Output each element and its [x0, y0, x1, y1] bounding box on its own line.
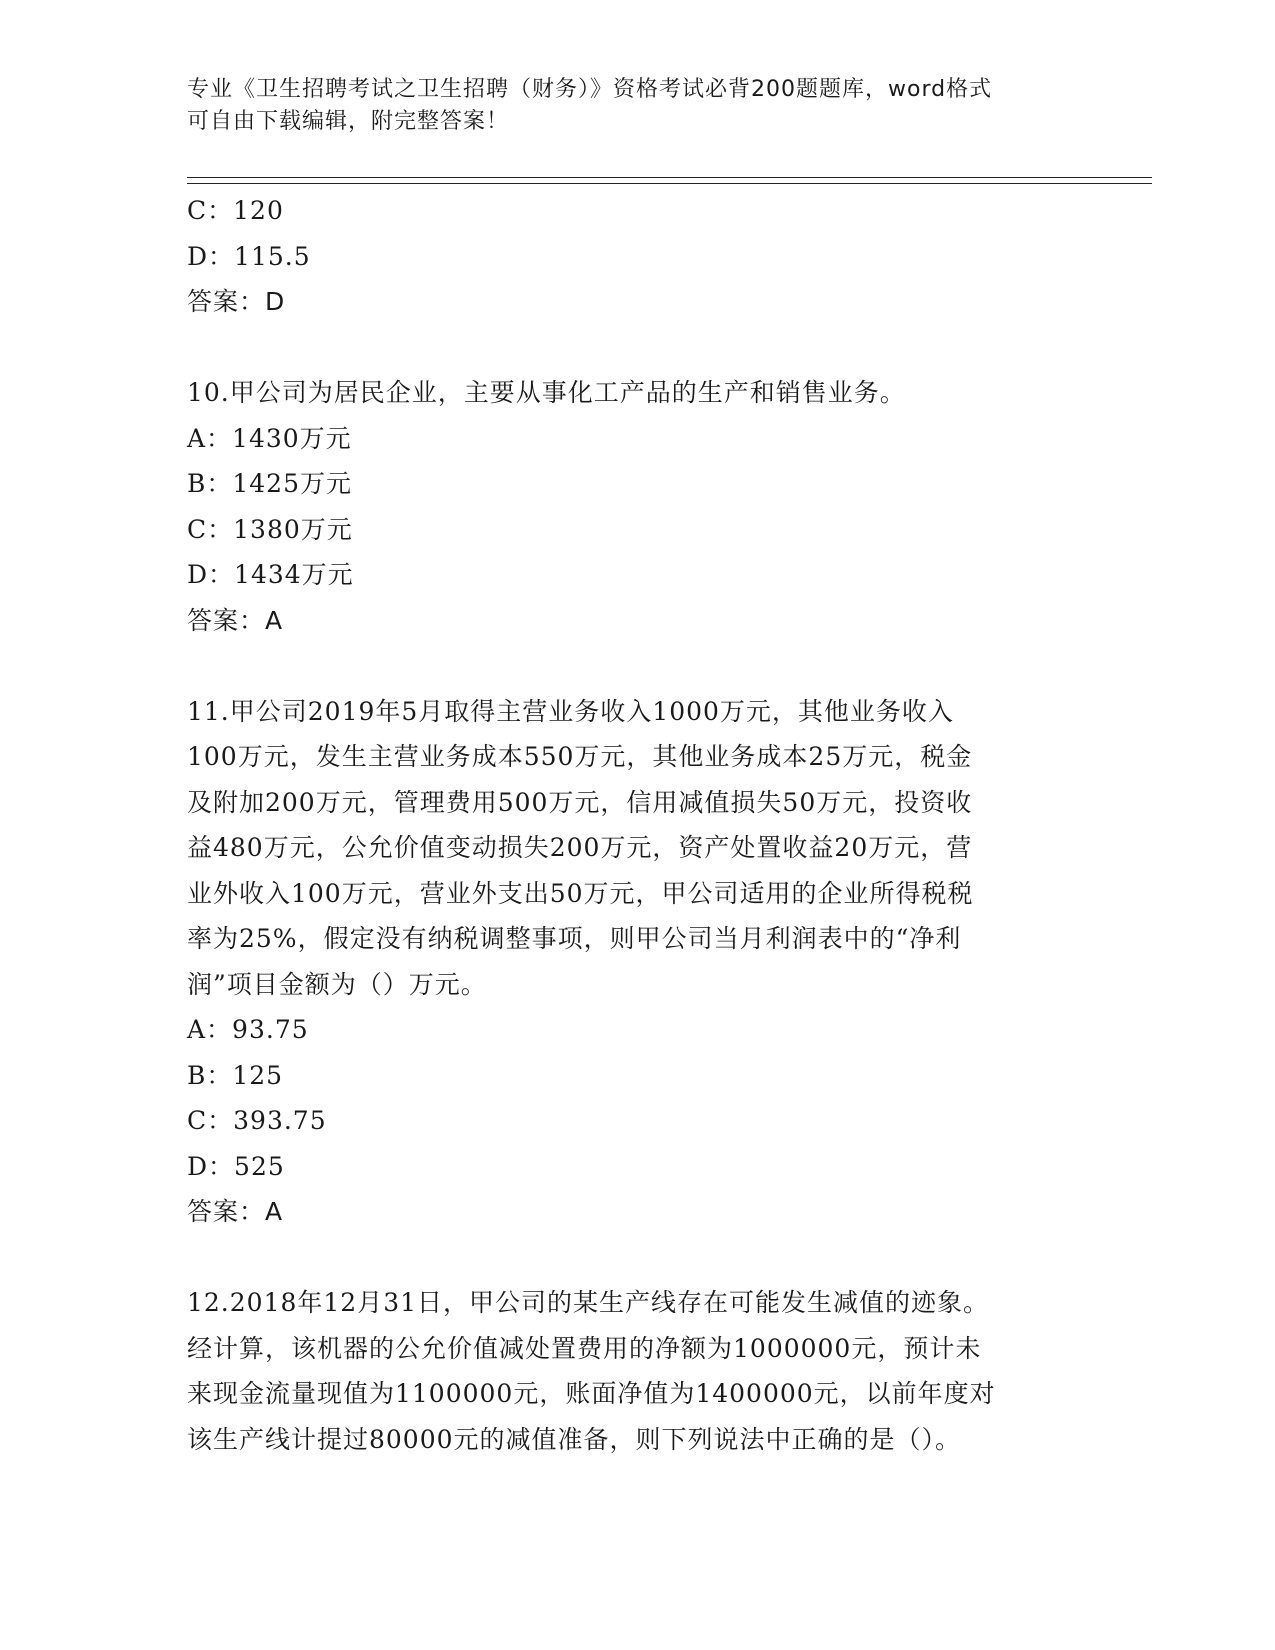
option-c: C：1380万元 — [187, 514, 353, 544]
option-b: B：125 — [187, 1060, 284, 1090]
option-d: D：525 — [187, 1151, 285, 1181]
question-text-line: 益480万元，公允价值变动损失200万元，资产处置收益20万元，营 — [187, 833, 973, 862]
question-text-line: 11.甲公司2019年5月取得主营业务收入1000万元，其他业务收入 — [187, 696, 954, 726]
option-d: D：115.5 — [187, 241, 311, 271]
answer: 答案：A — [187, 1197, 284, 1226]
question-text-line: 来现金流量现值为1100000元，账面净值为1400000元，以前年度对 — [187, 1379, 996, 1408]
spacer — [187, 643, 1077, 689]
question-text: 10.甲公司为居民企业，主要从事化工产品的生产和销售业务。 — [187, 378, 906, 407]
document-body — [187, 188, 1077, 1462]
question-text-line: 及附加200万元，管理费用500万元，信用减值损失50万元，投资收 — [187, 787, 973, 817]
option-b: B：1425万元 — [187, 469, 352, 498]
question-10 — [187, 370, 1077, 643]
question-text-line: 业外收入100万元，营业外支出50万元，甲公司适用的企业所得税税 — [187, 878, 974, 908]
answer: 答案：D — [187, 287, 286, 316]
option-a: A：1430万元 — [187, 423, 352, 453]
option-c: C：120 — [187, 196, 284, 225]
option-a: A：93.75 — [187, 1015, 309, 1044]
question-9-tail — [187, 188, 1077, 325]
question-12 — [187, 1280, 1077, 1462]
header-rule-bottom — [187, 183, 1152, 184]
question-text-line: 率为25%，假定没有纳税调整事项，则甲公司当月利润表中的“净利 — [187, 924, 962, 953]
answer: 答案：A — [187, 605, 284, 635]
header-line-1: 专业《卫生招聘考试之卫生招聘（财务）》资格考试必背200题题库，word格式 — [187, 77, 993, 102]
option-d: D：1434万元 — [187, 560, 354, 589]
header-line-2: 可自由下载编辑，附完整答案！ — [187, 109, 510, 134]
spacer — [187, 325, 1077, 371]
question-text-line: 100万元，发生主营业务成本550万元，其他业务成本25万元，税金 — [187, 742, 973, 771]
question-text-line: 润”项目金额为（）万元。 — [187, 969, 487, 999]
question-text-line: 经计算，该机器的公允价值减处置费用的净额为1000000元，预计未 — [187, 1333, 982, 1363]
question-text-line: 该生产线计提过80000元的减值准备，则下列说法中正确的是（）。 — [187, 1424, 962, 1454]
document-header — [187, 74, 1067, 138]
question-11 — [187, 689, 1077, 1235]
option-c: C：393.75 — [187, 1106, 327, 1135]
spacer — [187, 1235, 1077, 1281]
header-rule-top — [187, 177, 1152, 178]
question-text-line: 12.2018年12月31日，甲公司的某生产线存在可能发生减值的迹象。 — [187, 1288, 990, 1317]
